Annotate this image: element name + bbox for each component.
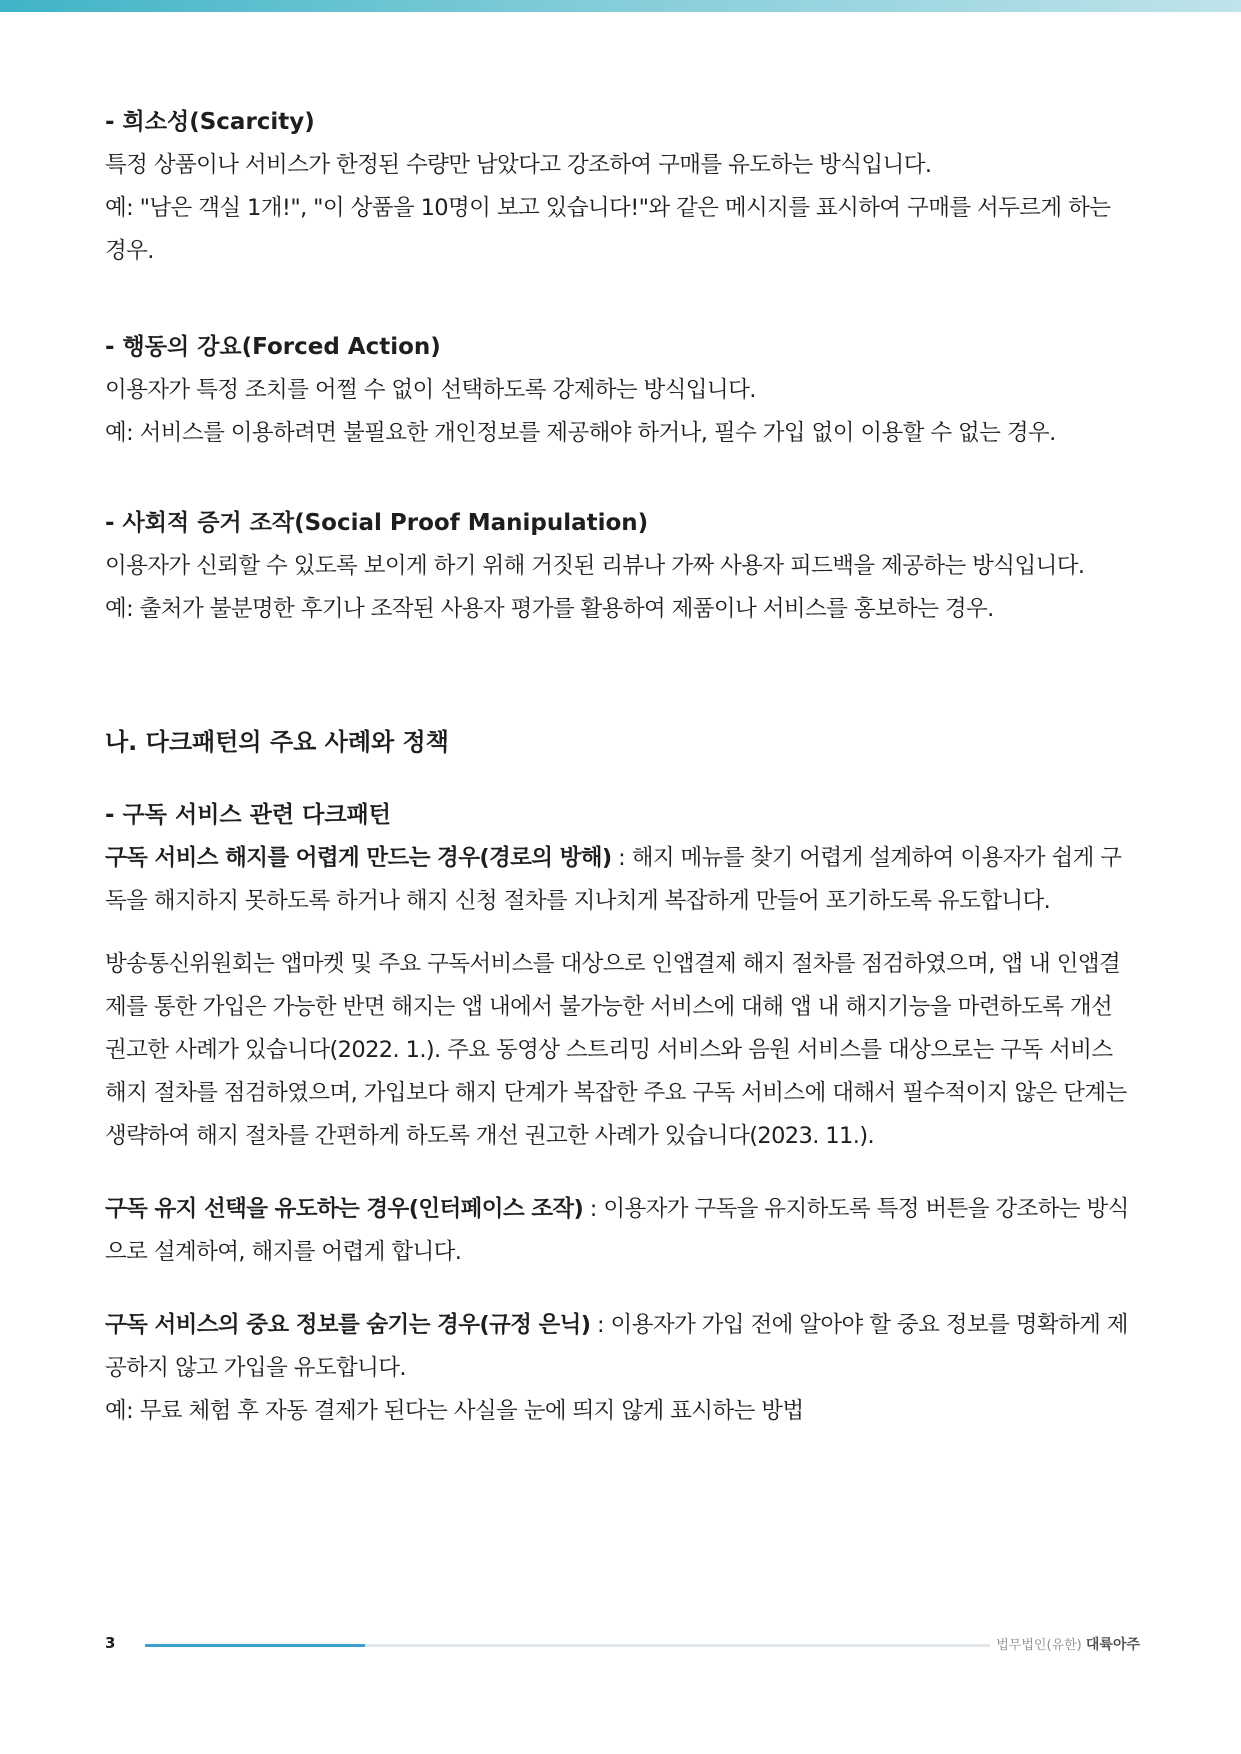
item-interface-manipulation bbox=[105, 1188, 1137, 1274]
item-text: : 해지 메뉴를 찾기 어렵게 설계하여 이용자가 쉽게 구독을 해지하지 못하도록 하거나 해지 신청 절차를 지나치게 복잡하게 만들어 포기하도록 유도합니다. bbox=[105, 845, 1122, 914]
example-paragraph: 예: 출처가 불분명한 후기나 조작된 사용자 평가를 활용하여 제품이나 서비스를 홍보하는 경우. bbox=[105, 596, 994, 622]
item-bold-label: 구독 유지 선택을 유도하는 경우(인터페이스 조작) bbox=[105, 1196, 584, 1222]
item-hidden-information bbox=[105, 1304, 1137, 1390]
section-heading: - 사회적 증거 조작(Social Proof Manipulation) bbox=[105, 510, 649, 536]
example-paragraph: 예: "남은 객실 1개!", "이 상품을 10명이 보고 있습니다!"와 같은 메시지를 표시하여 구매를 서두르게 하는 경우. bbox=[105, 195, 1111, 264]
top-accent-bar bbox=[0, 0, 1241, 12]
section-social-proof bbox=[105, 505, 1137, 631]
document-body bbox=[105, 104, 1137, 1433]
paragraph: 이용자가 특정 조치를 어쩔 수 없이 선택하도록 강제하는 방식입니다. bbox=[105, 377, 756, 403]
section-forced-action bbox=[105, 329, 1137, 455]
section-heading: - 희소성(Scarcity) bbox=[105, 109, 315, 135]
item-obstruction bbox=[105, 837, 1137, 923]
paragraph: 특정 상품이나 서비스가 한정된 수량만 남았다고 강조하여 구매를 유도하는 방식입니다. bbox=[105, 152, 932, 178]
example-paragraph: 예: 무료 체험 후 자동 결제가 된다는 사실을 눈에 띄지 않게 표시하는 방법 bbox=[105, 1398, 804, 1424]
footer-progress-line bbox=[145, 1644, 990, 1647]
example-paragraph: 예: 서비스를 이용하려면 불필요한 개인정보를 제공해야 하거나, 필수 가입 없이 이용할 수 없는 경우. bbox=[105, 420, 1056, 446]
brand-prefix: 법무법인(유한) bbox=[996, 1638, 1082, 1653]
sub-heading: - 구독 서비스 관련 다크패턴 bbox=[105, 802, 391, 828]
item-bold-label: 구독 서비스의 중요 정보를 숨기는 경우(규정 은닉) bbox=[105, 1312, 591, 1338]
item-bold-label: 구독 서비스 해지를 어렵게 만드는 경우(경로의 방해) bbox=[105, 845, 612, 871]
section-heading: - 행동의 강요(Forced Action) bbox=[105, 334, 441, 360]
section-na bbox=[105, 723, 1137, 1433]
footer-progress-fill bbox=[145, 1644, 365, 1647]
paragraph: 이용자가 신뢰할 수 있도록 보이게 하기 위해 거짓된 리뷰나 가짜 사용자 피드백을 제공하는 방식입니다. bbox=[105, 553, 1085, 579]
page-number: 3 bbox=[105, 1634, 116, 1652]
brand-name: 대륙아주 bbox=[1085, 1637, 1140, 1653]
page-footer bbox=[105, 1630, 1140, 1660]
section-scarcity bbox=[105, 104, 1137, 273]
policy-paragraph: 방송통신위원회는 앱마켓 및 주요 구독서비스를 대상으로 인앱결제 해지 절차를 점검하였으며, 앱 내 인앱결제를 통한 가입은 가능한 반면 해지는 앱 내에서 불가능한 서비스에 대해 앱 내 해지기능을 마련하도록 개선 권고한 사례가 있습니다(2022. 1.). 주요 동영상 스트리밍 서비스와 음원 서비스를 대상으로는 구독 서비스 해지 절차를 점검하였으며, 가입보다 해지 단계가 복잡한 주요 구독 서비스에 대해서 필수적이지 않은 단계는 생략하여 해지 절차를 간편하게 하도록 개선 권고한 사례가 있습니다(2023. 11.). bbox=[105, 951, 1127, 1149]
footer-brand bbox=[996, 1634, 1140, 1654]
section-title: 나. 다크패턴의 주요 사례와 정책 bbox=[105, 728, 449, 756]
item-text: : 이용자가 구독을 유지하도록 특정 버튼을 강조하는 방식으로 설계하여, 해지를 어렵게 합니다. bbox=[105, 1196, 1129, 1265]
item-text: : 이용자가 가입 전에 알아야 할 중요 정보를 명확하게 제공하지 않고 가입을 유도합니다. bbox=[105, 1312, 1128, 1381]
